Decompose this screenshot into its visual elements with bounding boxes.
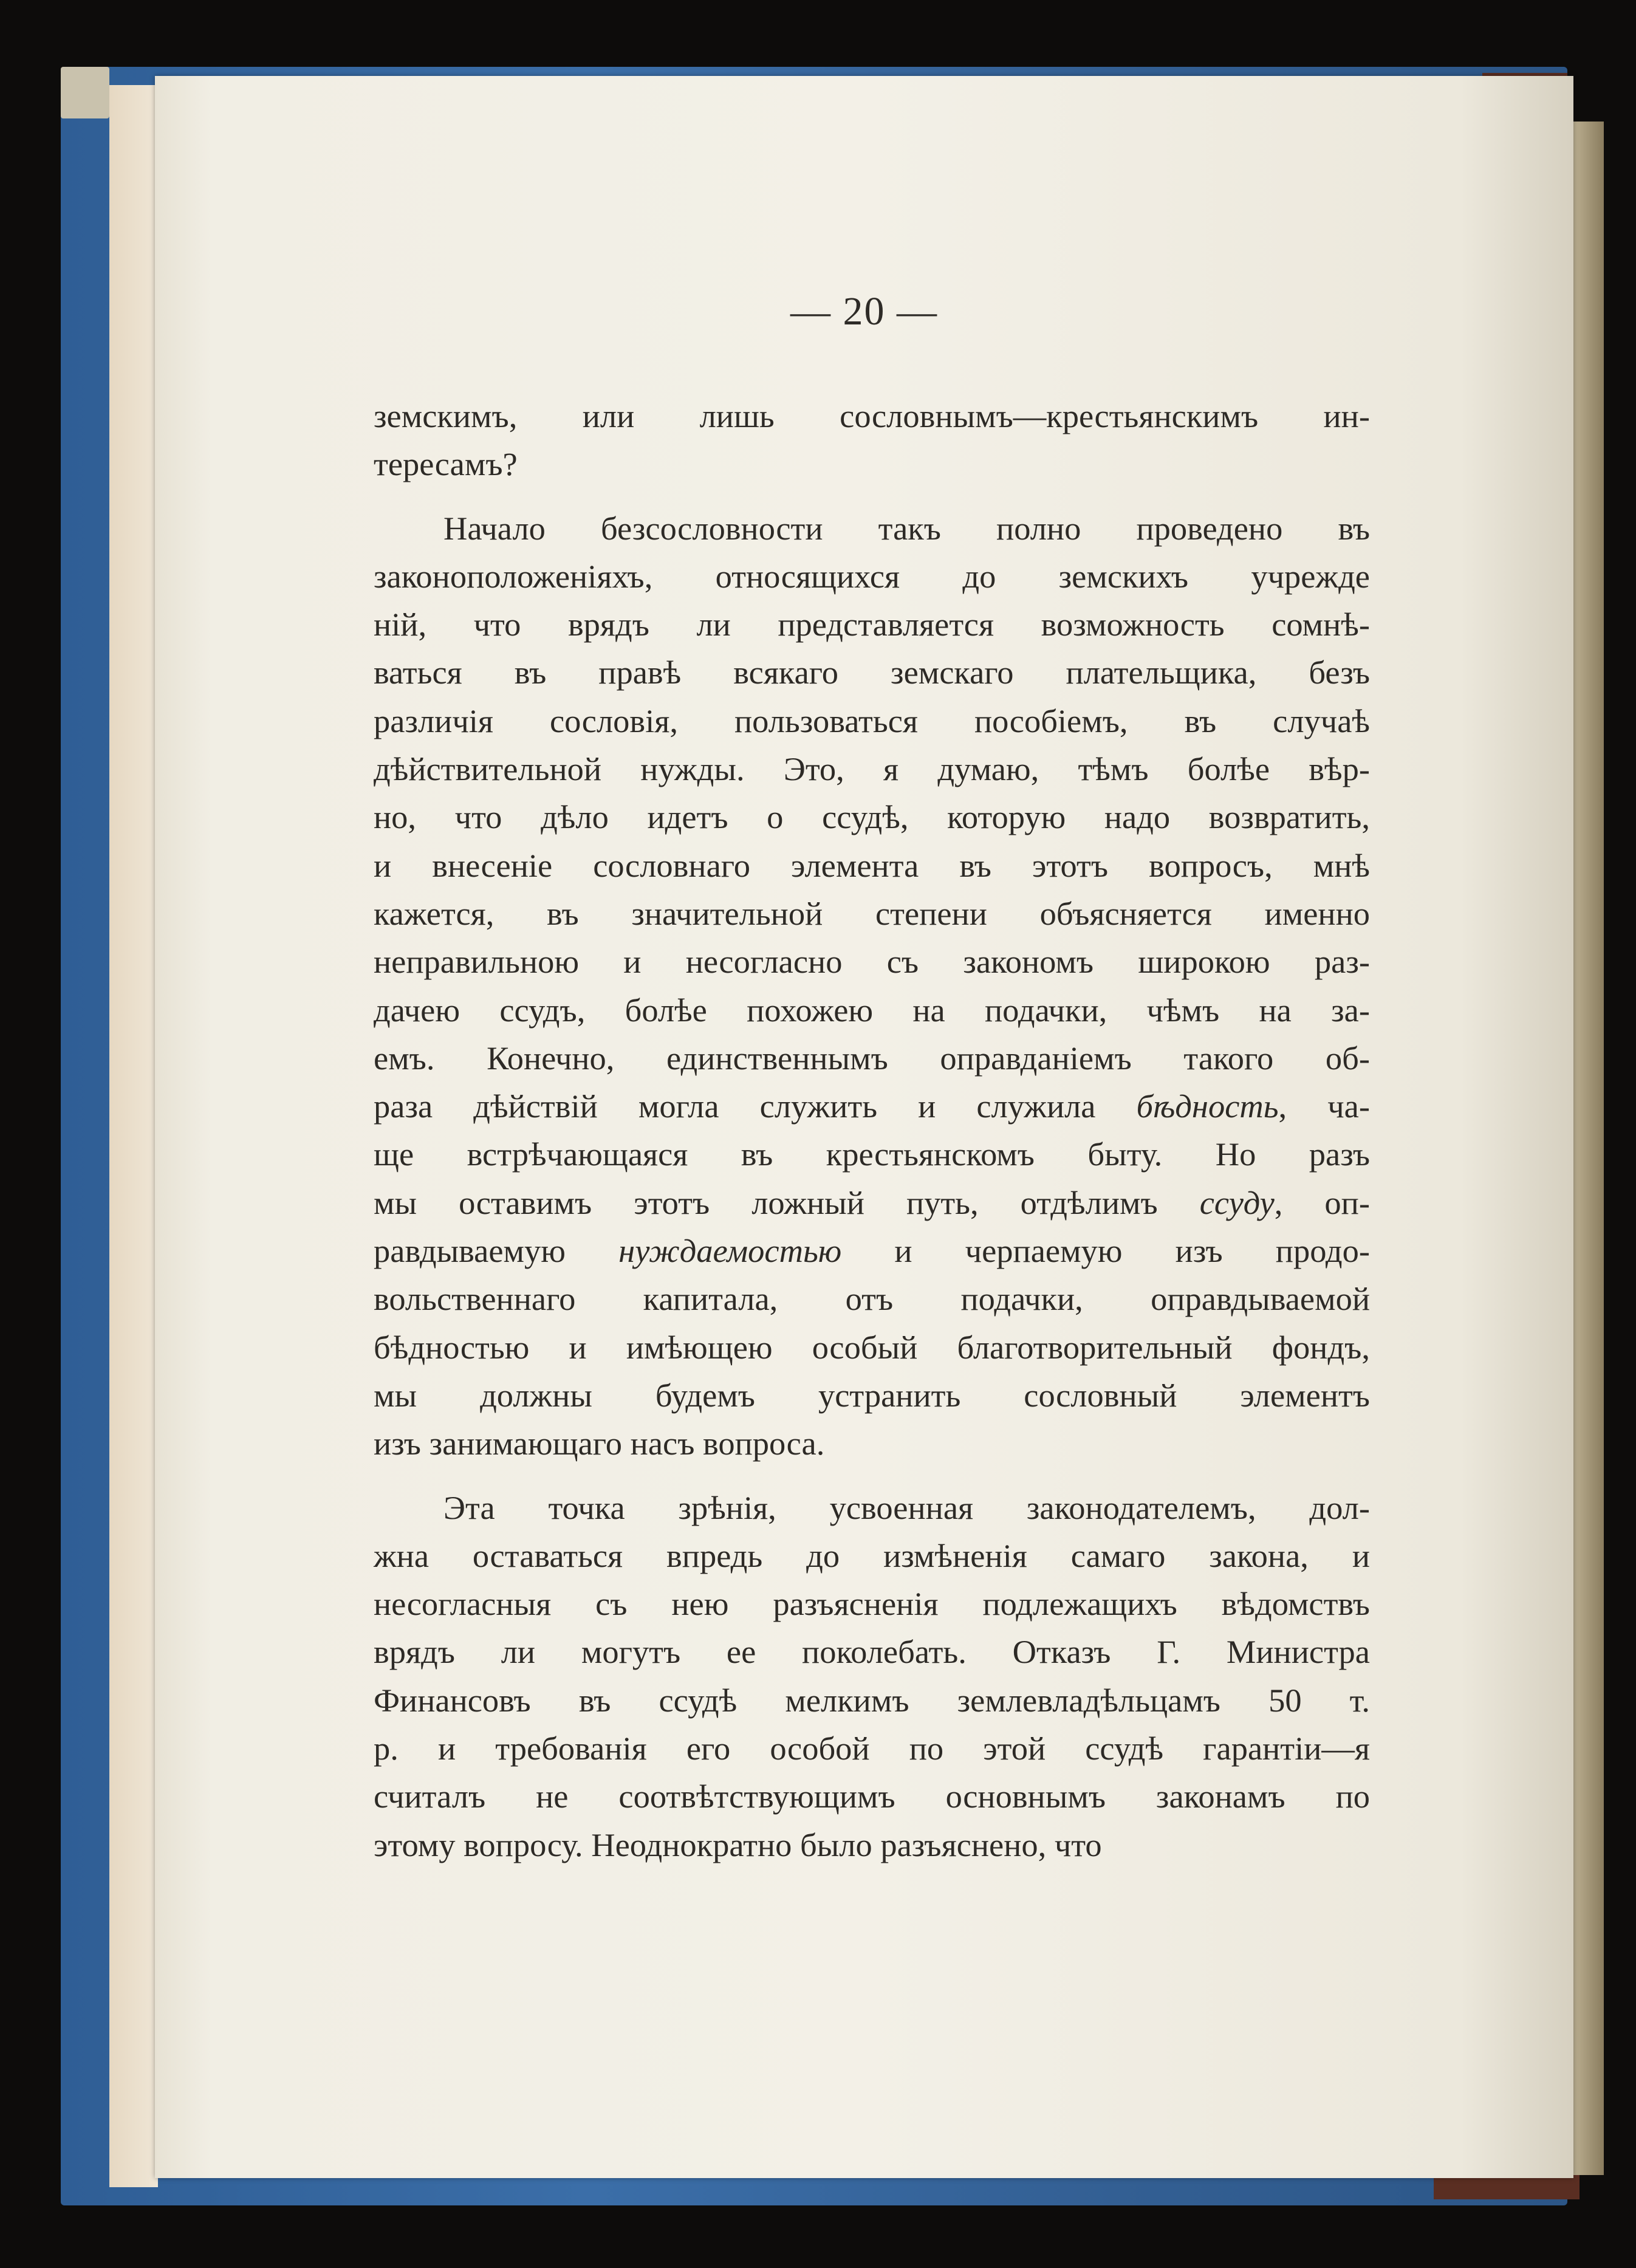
text-line: этому вопросу. Неоднократно было разъяснено, что <box>374 1826 1102 1863</box>
endpaper-edge <box>109 85 158 2187</box>
text-line: ще встрѣчающаяся въ крестьянскомъ быту. Но разъ <box>374 1136 1370 1173</box>
spine-label <box>61 67 109 118</box>
text-line: бѣдностью и имѣющею особый благотворительный фондъ, <box>374 1328 1370 1366</box>
text-line: тересамъ? <box>374 445 518 483</box>
text-line: раза дѣйствій могла служить и служила бѣдность, ча- <box>374 1088 1370 1125</box>
paragraph-gap <box>374 488 1370 504</box>
text-line: врядъ ли могутъ ее поколебать. Отказъ Г. Министра <box>374 1633 1370 1671</box>
text-line: емъ. Конечно, единственнымъ оправданіемъ такого об- <box>374 1039 1370 1077</box>
text-line: кажется, въ значительной степени объясняется именно <box>374 894 1370 932</box>
text-line: несогласныя съ нею разъясненія подлежащихъ вѣдомствъ <box>374 1585 1370 1623</box>
book-page <box>155 76 1573 2178</box>
text-line: равдываемую нуждаемостью и черпаемую изъ продо- <box>374 1232 1370 1270</box>
text-line: изъ занимающаго насъ вопроса. <box>374 1425 825 1462</box>
page-number: — 20 — <box>790 289 938 334</box>
text-line: земскимъ, или лишь сословнымъ—крестьянскимъ ин- <box>374 397 1370 434</box>
text-line: ваться въ правѣ всякаго земскаго плательщика, безъ <box>374 654 1370 691</box>
text-line: законоположеніяхъ, относящихся до земскихъ учрежде <box>374 557 1370 595</box>
text-line: и внесеніе сословнаго элемента въ этотъ вопросъ, мнѣ <box>374 846 1370 884</box>
page-text <box>374 392 1370 1869</box>
text-line: Начало безсословности такъ полно проведено въ <box>443 509 1370 547</box>
text-line: неправильною и несогласно съ закономъ широкою раз- <box>374 943 1370 981</box>
text-line: вольственнаго капитала, отъ подачки, оправдываемой <box>374 1280 1370 1318</box>
text-line: дѣйствительной нужды. Это, я думаю, тѣмъ болѣе вѣр- <box>374 750 1370 788</box>
emphasis: бѣдность <box>1136 1088 1279 1125</box>
text-line: Финансовъ въ ссудѣ мелкимъ землевладѣльцамъ 50 т. <box>374 1681 1370 1719</box>
text-line: считалъ не соотвѣтствующимъ основнымъ законамъ по <box>374 1778 1370 1815</box>
text-line: мы оставимъ этотъ ложный путь, отдѣлимъ ссуду, оп- <box>374 1184 1370 1221</box>
text-line: ній, что врядъ ли представляется возможность сомнѣ- <box>374 606 1370 643</box>
text-line: р. и требованія его особой по этой ссудѣ гарантіи—я <box>374 1730 1370 1767</box>
text-line: жна оставаться впредь до измѣненія самаго закона, и <box>374 1537 1370 1574</box>
paragraph-gap <box>374 1468 1370 1484</box>
text-line: дачею ссудъ, болѣе похожею на подачки, чѣмъ на за- <box>374 991 1370 1029</box>
text-line: различія сословія, пользоваться пособіемъ, въ случаѣ <box>374 702 1370 739</box>
text-line: но, что дѣло идетъ о ссудѣ, которую надо возвратить, <box>374 798 1370 836</box>
emphasis: ссуду <box>1199 1184 1275 1221</box>
text-line: Эта точка зрѣнія, усвоенная законодателемъ, дол- <box>443 1489 1370 1526</box>
emphasis: нуждаемостью <box>618 1232 842 1270</box>
text-line: мы должны будемъ устранить сословный элементъ <box>374 1376 1370 1414</box>
